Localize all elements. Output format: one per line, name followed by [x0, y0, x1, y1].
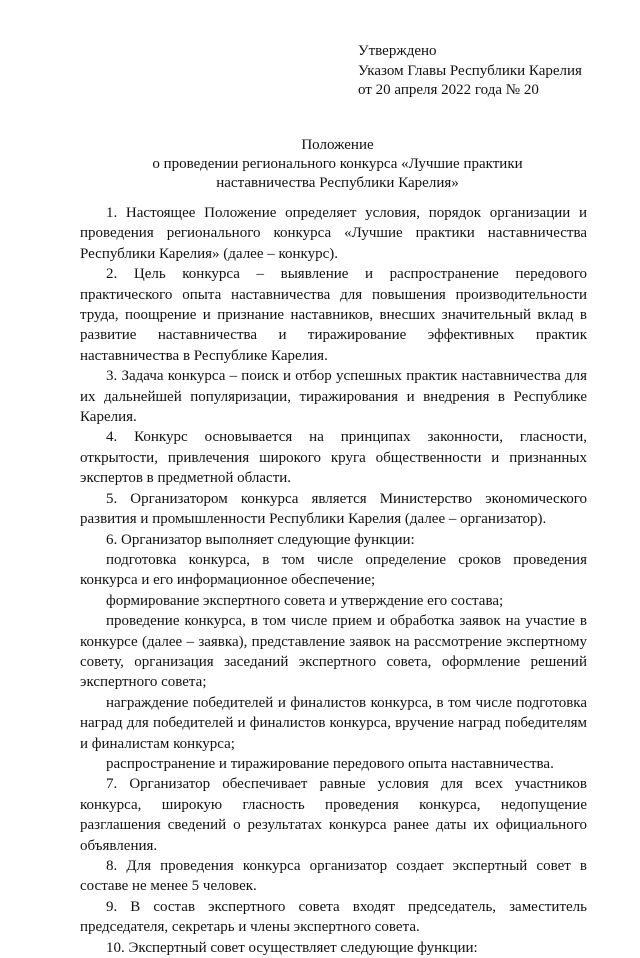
paragraph-3: 3. Задача конкурса – поиск и отбор успешных практик наставничества для их дальнейшей популяризации, тиражирования и внедрения в Республике Карелия.	[80, 368, 587, 426]
document-title	[80, 136, 595, 193]
paragraph-2: 2. Цель конкурса – выявление и распространение передового практического опыта наставничества для повышения производительности труда, поощрение и признание наставников, внесших значительный вклад в развитие наставничества и тиражирование эффективных практик наставничества в Республике Карелия.	[80, 266, 587, 364]
paragraph-5: 5. Организатором конкурса является Министерство экономического развития и промышленности Республики Карелия (далее – организатор).	[80, 490, 587, 528]
paragraph-6-item-5: распространение и тиражирование передового опыта наставничества.	[106, 755, 554, 772]
paragraph-9: 9. В состав экспертного совета входят председатель, заместитель председателя, секретарь и члены экспертного совета.	[80, 898, 587, 936]
paragraph-6: 6. Организатор выполняет следующие функции:	[106, 531, 415, 548]
paragraph-6-item-4: награждение победителей и финалистов конкурса, в том числе подготовка наград для победителей и финалистов конкурса, вручение наград победителям и финалистам конкурса;	[80, 694, 587, 752]
approval-stamp	[358, 42, 582, 101]
paragraph-8: 8. Для проведения конкурса организатор создает экспертный совет в составе не менее 5 человек.	[80, 858, 587, 895]
document-body	[80, 203, 587, 958]
paragraph-6-item-1: подготовка конкурса, в том числе определение сроков проведения конкурса и его информационное обеспечение;	[80, 551, 587, 589]
paragraph-6-item-2: формирование экспертного совета и утверждение его состава;	[106, 592, 504, 609]
paragraph-1: 1. Настоящее Положение определяет условия, порядок организации и проведения регионального конкурса «Лучшие практики наставничества Республики Карелия» (далее – конкурс).	[80, 205, 587, 262]
approval-line-decree: Указом Главы Республики Карелия	[358, 62, 582, 79]
paragraph-7: 7. Организатор обеспечивает равные условия для всех участников конкурса, широкую гласность проведения конкурса, недопущение разглашения сведений о результатах конкурса ранее даты их официального объявления.	[80, 776, 587, 854]
paragraph-10: 10. Экспертный совет осуществляет следующие функции:	[106, 939, 478, 956]
approval-line-approved: Утверждено	[358, 43, 437, 59]
approval-line-date: от 20 апреля 2022 года № 20	[358, 82, 539, 98]
title-line-1: Положение	[301, 137, 374, 153]
paragraph-6-item-3: проведение конкурса, в том числе прием и обработка заявок на участие в конкурсе (далее – заявка), представление заявок на рассмотрение экспертному совету, организация заседаний экспертного совета, оформление решений экспертного совета;	[80, 613, 587, 691]
title-line-3: наставничества Республики Карелия»	[216, 175, 459, 191]
title-line-2: о проведении регионального конкурса «Лучшие практики	[152, 156, 523, 172]
paragraph-4: 4. Конкурс основывается на принципах законности, гласности, открытости, привлечения широкого круга общественности и признанных экспертов в предметной области.	[80, 429, 587, 487]
